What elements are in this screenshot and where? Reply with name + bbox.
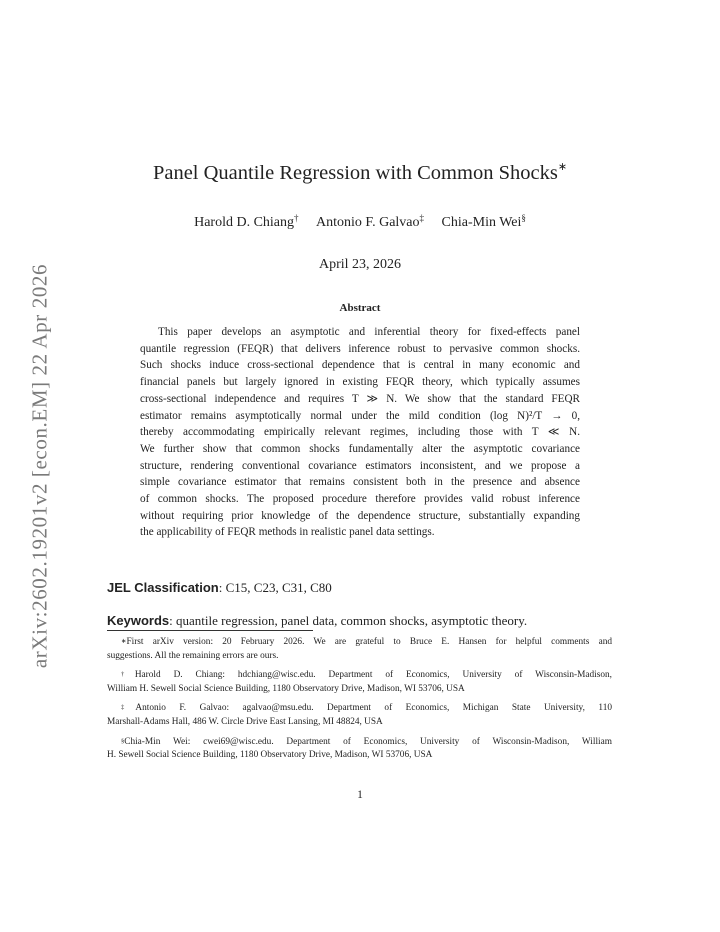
author-footnote-marker: ‡ <box>419 213 425 223</box>
abstract-line: We further show that common shocks fundamentally alter the asymptotic covariance <box>140 442 580 455</box>
footnote-line: suggestions. All the remaining errors are ours. <box>107 650 279 661</box>
abstract-line: estimator remains asymptotically normal under the mild condition (log N)²/T → 0, <box>140 409 580 422</box>
keywords-label: Keywords <box>107 613 170 628</box>
footnote-text: Harold D. Chiang: hdchiang@wisc.edu. Department of Economics, University of Wisconsin-Madison, <box>134 670 613 681</box>
footnote-line: Marshall-Adams Hall, 486 W. Circle Drive East Lansing, MI 48824, USA <box>107 716 383 727</box>
abstract-line: thereby accommodating empirically relevant regimes, including those with T ≪ N. <box>140 426 580 439</box>
jel-codes: : C15, C23, C31, C80 <box>218 580 332 595</box>
keywords-list: : quantile regression, panel data, common shocks, asymptotic theory. <box>169 613 528 628</box>
footnote-line: William H. Sewell Social Science Building, 1180 Observatory Drive, Madison, WI 53706, USA <box>107 683 465 694</box>
footnote-marker: ‡ <box>121 704 136 712</box>
author-name: Harold D. Chiang <box>194 215 295 230</box>
abstract-line: Such shocks induce cross-sectional dependence that is central in many economic and <box>140 359 580 372</box>
author-footnote-marker: § <box>521 213 526 223</box>
footnote-text: First arXiv version: 20 February 2026. We are grateful to Bruce E. Hansen for helpful comments and <box>126 637 612 647</box>
footnote-line <box>107 669 612 683</box>
footnote-author-wei <box>107 736 612 763</box>
footnote-first-version <box>107 636 612 663</box>
abstract-line: the applicability of FEQR methods in realistic panel data settings. <box>140 526 435 539</box>
footnote-text: Chia-Min Wei: cwei69@wisc.edu. Department of Economics, University of Wisconsin-Madison, William <box>124 736 612 747</box>
abstract-line: financial panels but largely ignored in existing FEQR theory, which typically assumes <box>140 376 580 389</box>
footnote-author-galvao <box>107 702 612 729</box>
author-name: Chia-Min Wei <box>441 215 522 230</box>
footnote-line <box>107 636 612 650</box>
footnote-marker: ∗ <box>121 638 127 645</box>
abstract-line: without requiring prior knowledge of the dependence structure, substantially expanding <box>140 509 580 522</box>
footnote-text: Antonio F. Galvao: agalvao@msu.edu. Department of Economics, Michigan State University, 110 <box>135 703 613 714</box>
abstract-line: structure, rendering conventional covariance estimators inconsistent, and we propose a <box>140 459 580 472</box>
footnote-marker: § <box>121 737 125 745</box>
author-list <box>0 215 720 231</box>
author-2 <box>316 215 424 230</box>
paper-title <box>0 162 720 185</box>
footnote-author-chiang <box>107 669 612 696</box>
author-footnote-marker: † <box>294 213 299 223</box>
abstract-body <box>140 324 580 541</box>
author-1 <box>194 215 298 230</box>
footnote-line <box>107 702 612 716</box>
author-3 <box>442 215 526 230</box>
author-name: Antonio F. Galvao <box>316 215 420 230</box>
footnote-divider <box>107 630 313 631</box>
abstract-heading: Abstract <box>339 302 381 314</box>
footnotes <box>107 636 612 769</box>
footnote-line: H. Sewell Social Science Building, 1180 Observatory Drive, Madison, WI 53706, USA <box>107 750 433 761</box>
footnote-marker: † <box>121 671 135 679</box>
abstract-line: quantile regression (FEQR) that delivers inference robust to pervasive common shocks. <box>140 342 580 355</box>
paper-title-text: Panel Quantile Regression with Common Shocks <box>152 162 558 184</box>
page-number: 1 <box>357 789 363 801</box>
arxiv-identifier-stamp: arXiv:2602.19201v2 [econ.EM] 22 Apr 2026 <box>27 263 52 669</box>
abstract-line: simple covariance estimator that remains consistent both in the presence and absence <box>140 476 580 489</box>
title-footnote-marker: ∗ <box>557 161 568 173</box>
jel-classification <box>107 580 332 596</box>
keywords <box>107 613 527 629</box>
jel-label: JEL Classification <box>107 580 219 595</box>
abstract-line: of common shocks. The proposed procedure therefore provides valid robust inference <box>140 493 580 506</box>
paper-date: April 23, 2026 <box>318 257 402 272</box>
abstract-line: This paper develops an asymptotic and inferential theory for fixed-effects panel <box>158 326 580 338</box>
abstract-line: cross-sectional independence and requires T ≫ N. We show that the standard FEQR <box>140 392 580 405</box>
footnote-line <box>107 736 612 750</box>
